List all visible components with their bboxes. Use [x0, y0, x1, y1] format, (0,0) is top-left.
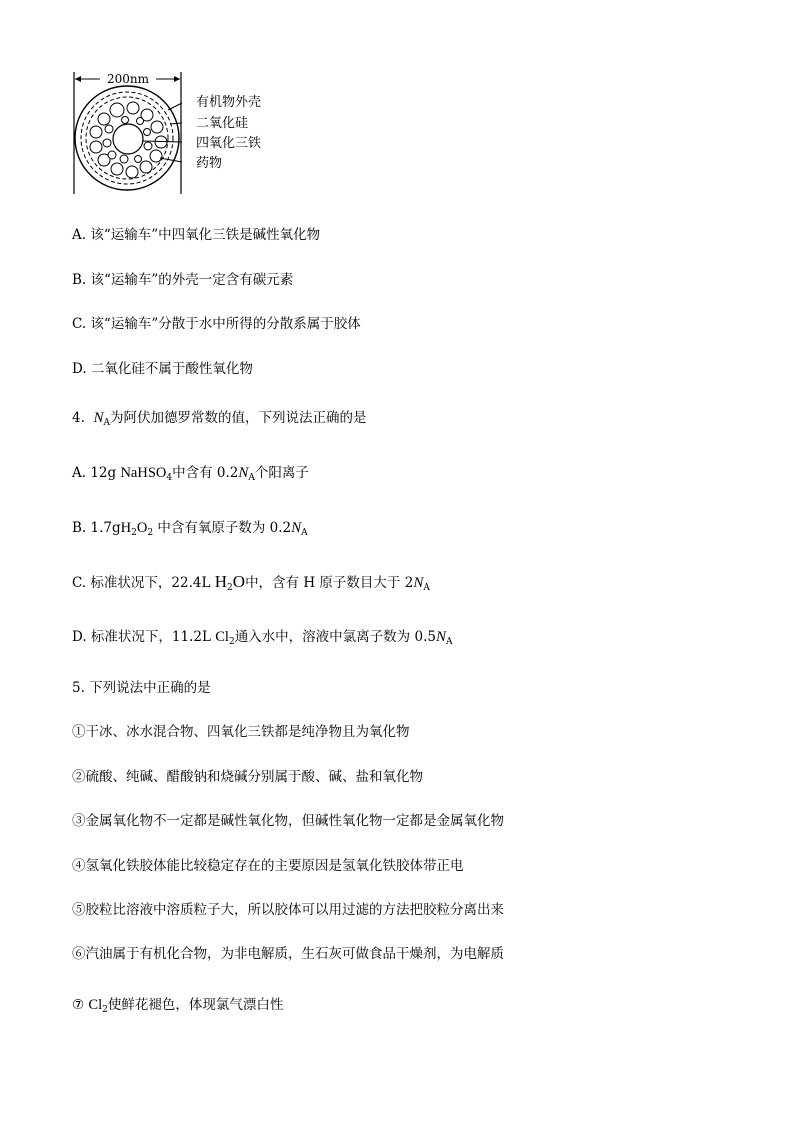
q5-item-2: ②硫酸、纯碱、醋酸钠和烧碱分别属于酸、碱、盐和氧化物 — [72, 769, 423, 785]
q3-option-d: D. 二氧化硅不属于酸性氧化物 — [72, 361, 253, 377]
na-symbol: N — [93, 410, 104, 426]
fe3o4-core — [113, 124, 143, 154]
label-drug: 药物 — [196, 156, 223, 171]
q4-option-c: C. 标准状况下，22.4L $H_2O$中，含有 H 原子数目大于 $2N_A$ — [72, 572, 430, 593]
q4-option-b: B. $1.7gH_2O_2$ 中含有氧原子数为 $0.2N_A$ — [72, 520, 308, 538]
nanoparticle-diagram — [60, 66, 290, 198]
q4-option-a: A. 12g NaHSO$_4$中含有 $0.2N_A$个阳离子 — [72, 465, 309, 483]
leader-organic-shell — [168, 103, 182, 110]
q5-item-1: ①干冰、冰水混合物、四氧化三铁都是纯净物且为氧化物 — [72, 724, 410, 740]
label-organic-shell: 有机物外壳 — [196, 95, 262, 110]
scale-label: 200nm — [106, 72, 150, 86]
leader-silica — [170, 123, 182, 124]
q5-item-4: ④氢氧化铁胶体能比较稳定存在的主要原因是氢氧化铁胶体带正电 — [72, 858, 464, 874]
leader-drug — [160, 158, 182, 162]
q5-item-5: ⑤胶粒比溶液中溶质粒子大，所以胶体可以用过滤的方法把胶粒分离出来 — [72, 902, 504, 918]
q4-option-d: D. 标准状况下，11.2L $Cl_2$通入水中，溶液中氯离子数为 $0.5N_A$ — [72, 629, 453, 647]
label-fe3o4: 四氧化三铁 — [196, 136, 262, 151]
q4-stem: 4. $N_A$为阿伏加德罗常数的值，下列说法正确的是 — [72, 410, 367, 428]
q5-item-6: ⑥汽油属于有机化合物，为非电解质，生石灰可做食品干燥剂，为电解质 — [72, 946, 504, 962]
scale-arrowhead-right — [174, 76, 180, 82]
q5-item-3: ③金属氧化物不一定都是碱性氧化物，但碱性氧化物一定都是金属氧化物 — [72, 813, 504, 829]
q3-option-c: C. 该“运输车”分散于水中所得的分散系属于胶体 — [72, 316, 361, 332]
scale-arrowhead-left — [75, 76, 81, 82]
q3-option-b: B. 该“运输车”的外壳一定含有碳元素 — [72, 272, 294, 288]
q5-item-7: ⑦ $Cl_2$使鲜花褪色，体现氯气漂白性 — [72, 997, 284, 1015]
q5-stem: 5. 下列说法中正确的是 — [72, 680, 211, 696]
label-silica: 二氧化硅 — [196, 116, 249, 131]
q3-option-a: A. 该“运输车”中四氧化三铁是碱性氧化物 — [72, 227, 321, 243]
